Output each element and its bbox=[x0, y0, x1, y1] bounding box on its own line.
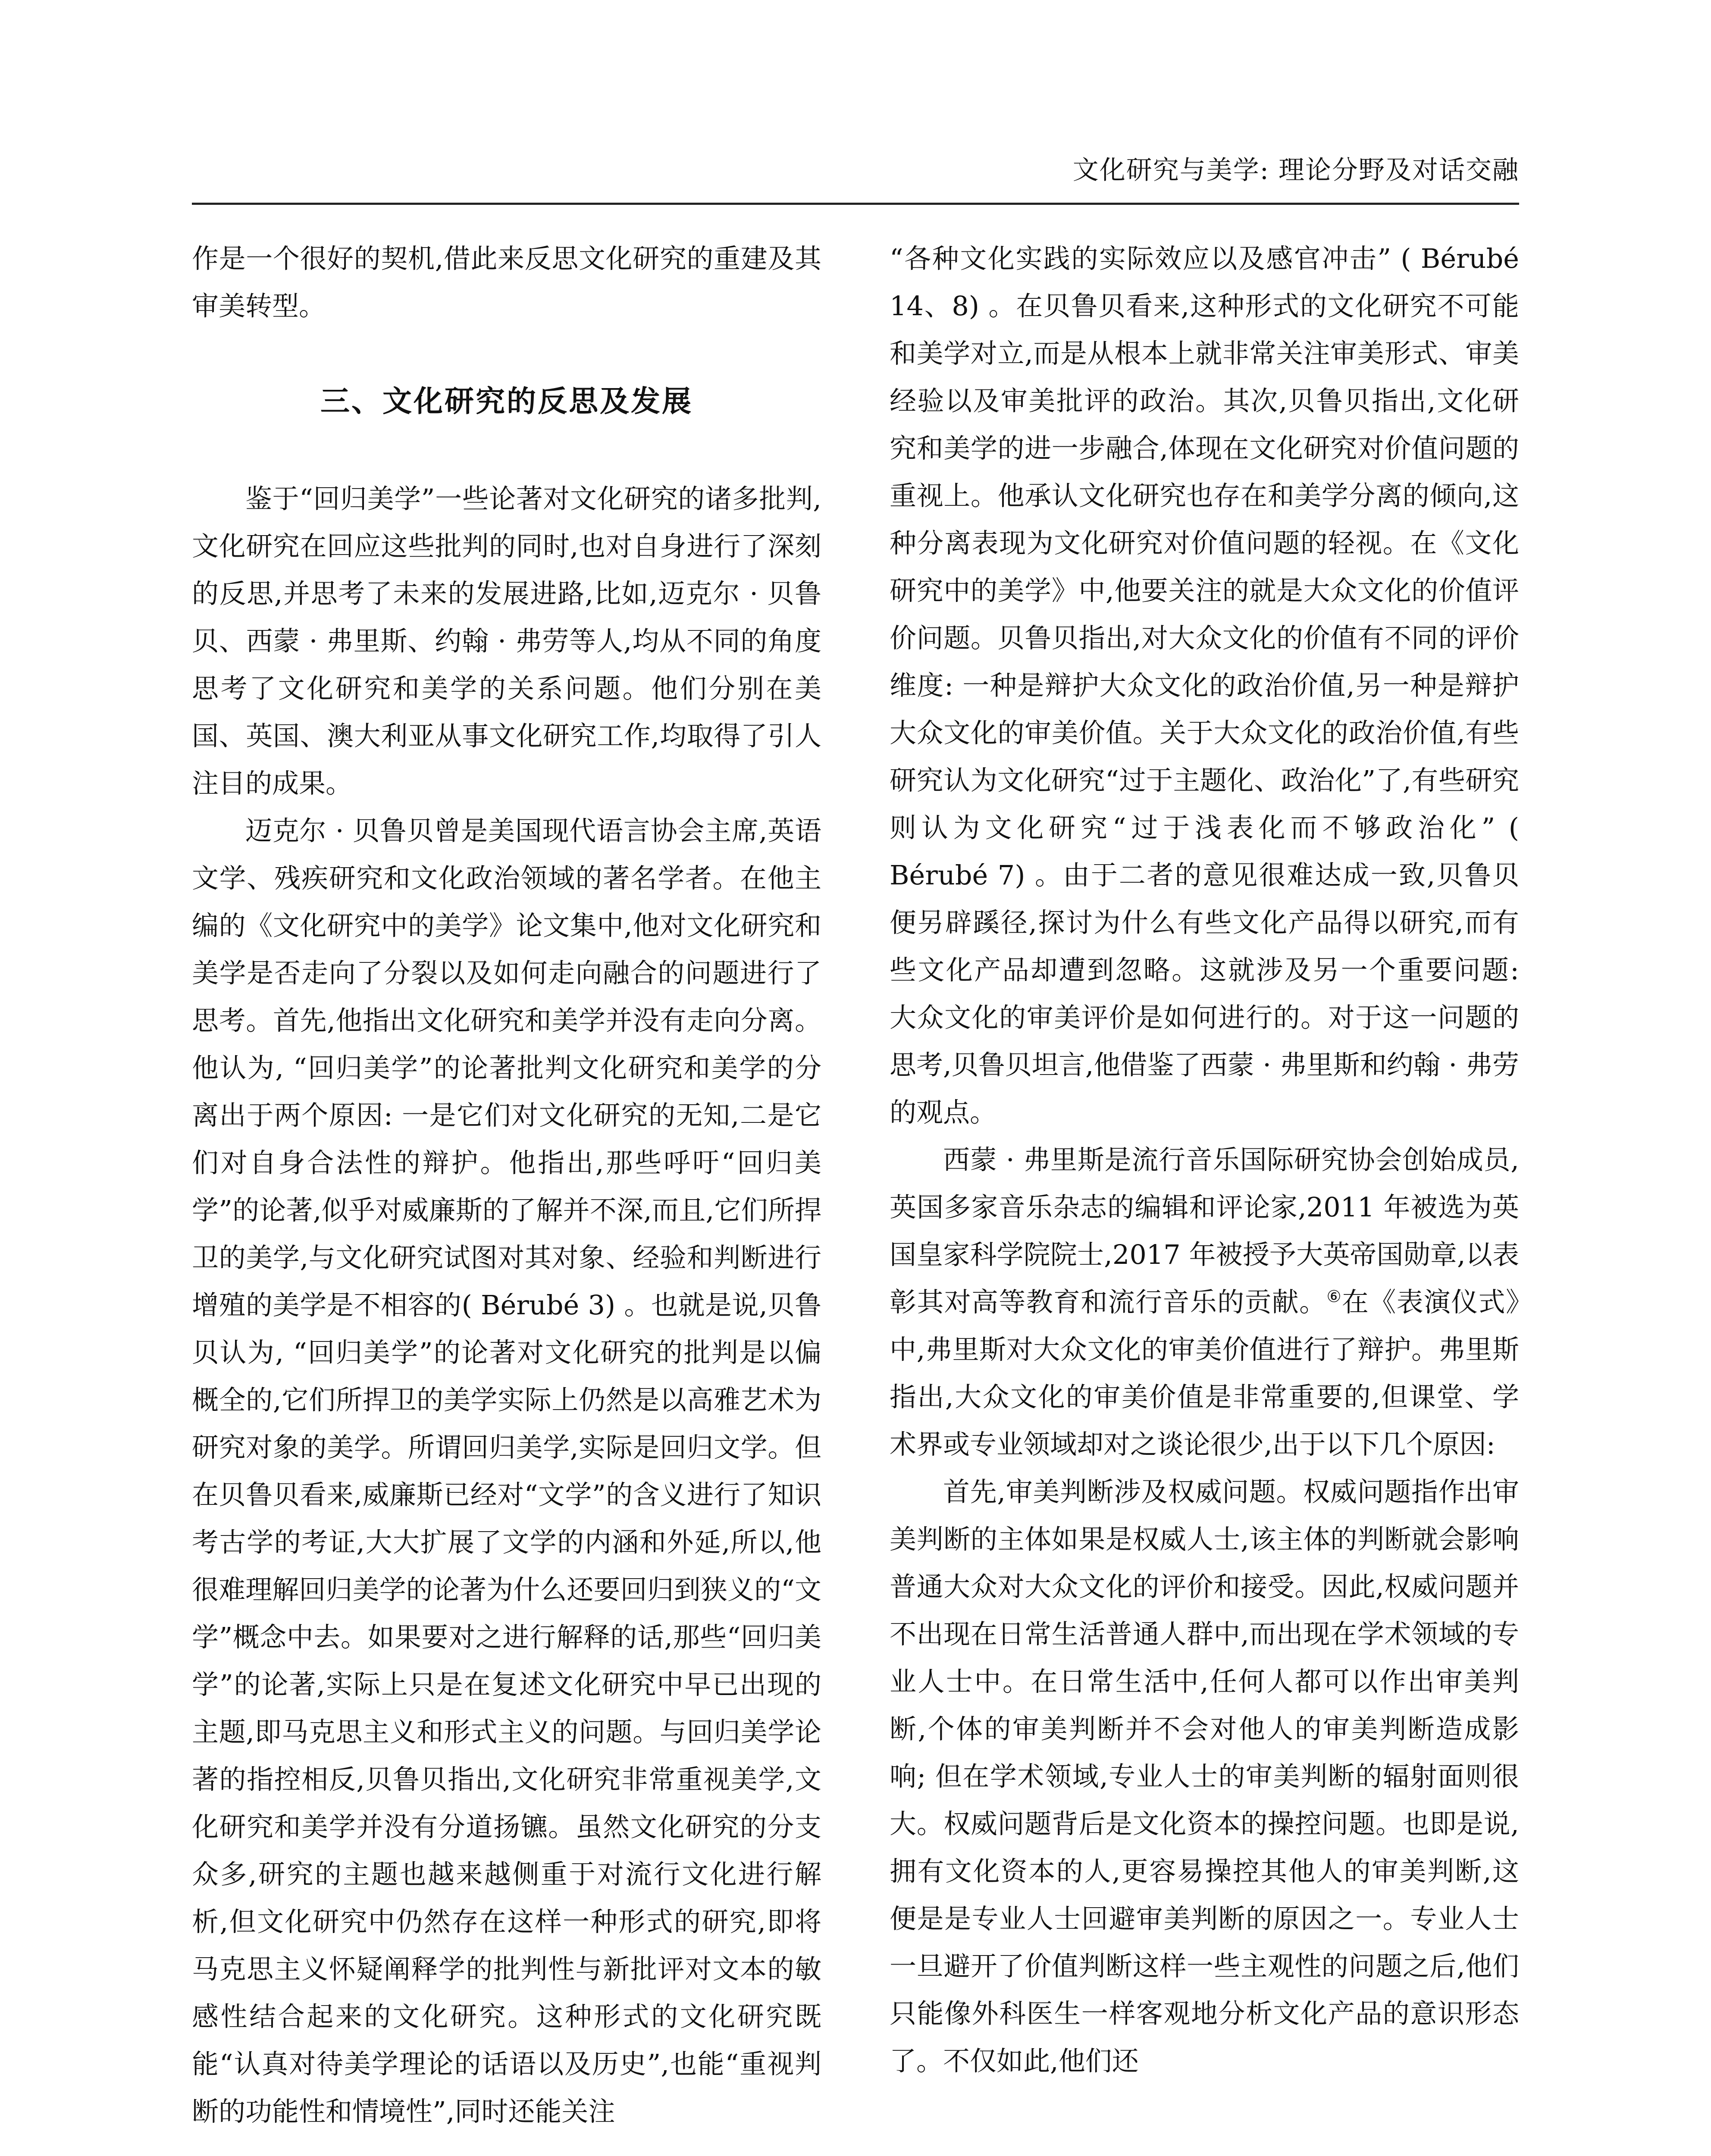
section-heading: 三、文化研究的反思及发展 bbox=[320, 385, 693, 419]
body-paragraph: 迈克尔 · 贝鲁贝曾是美国现代语言协会主席,英语文学、残疾研究和文化政治领域的著名学者。在他主编的《文化研究中的美学》论文集中,他对文化研究和美学是否走向了分裂以及如何走向融合的问题进行了思考。首先,他指出文化研究和美学并没有走向分离。他认为, “回归美学”的论著批判文化研究和美学的分离出于两个原因: 一是它们对文化研究的无知,二是它们对自身合法性的辩护。他指出,那些呼吁“回归美学”的论著,似乎对威廉斯的了解并不深,而且,它们所捍卫的美学,与文化研究试图对其对象、经验和判断进行增殖的美学是不相容的( Bérubé 3) 。也就是说,贝鲁贝认为, “回归美学”的论著对文化研究的批判是以偏概全的,它们所捍卫的美学实际上仍然是以高雅艺术为研究对象的美学。所谓回归美学,实际是回归文学。但在贝鲁贝看来,威廉斯已经对“文学”的含义进行了知识考古学的考证,大大扩展了文学的内涵和外延,所以,他很难理解回归美学的论著为什么还要回归到狭义的“文学”概念中去。如果要对之进行解释的话,那些“回归美学”的论著,实际上只是在复述文化研究中早已出现的主题,即马克思主义和形式主义的问题。与回归美学论著的指控相反,贝鲁贝指出,文化研究非常重视美学,文化研究和美学并没有分道扬镳。虽然文化研究的分支众多,研究的主题也越来越侧重于对流行文化进行解析,但文化研究中仍然存在这样一种形式的研究,即将马克思主义怀疑阐释学的批判性与新批评对文本的敏感性结合起来的文化研究。这种形式的文化研究既能“认真对待美学理论的话语以及历史”,也能“重视判断的功能性和情境性”,同时还能关注 bbox=[192, 815, 821, 2127]
running-header-title: 文化研究与美学: 理论分野及对话交融 bbox=[1072, 155, 1519, 185]
right-continuation-paragraph: “各种文化实践的实际效应以及感官冲击” ( Bérubé 14、8) 。在贝鲁贝看来,这种形式的文化研究不可能和美学对立,而是从根本上就非常关注审美形式、审美经验以及审美批评的政治。其次,贝鲁贝指出,文化研究和美学的进一步融合,体现在文化研究对价值问题的重视上。他承认文化研究也存在和美学分离的倾向,这种分离表现为文化研究对价值问题的轻视。在《文化研究中的美学》中,他要关注的就是大众文化的价值评价问题。贝鲁贝指出,对大众文化的价值有不同的评价维度: 一种是辩护大众文化的政治价值,另一种是辩护大众文化的审美价值。关于大众文化的政治价值,有些研究认为文化研究“过于主题化、政治化”了,有些研究则认为文化研究“过于浅表化而不够政治化” ( Bérubé 7) 。由于二者的意见很难达成一致,贝鲁贝便另辟蹊径,探讨为什么有些文化产品得以研究,而有些文化产品却遭到忽略。这就涉及另一个重要问题: 大众文化的审美评价是如何进行的。对于这一问题的思考,贝鲁贝坦言,他借鉴了西蒙 · 弗里斯和约翰 · 弗劳的观点。 bbox=[890, 243, 1519, 1128]
paragraph-text: 在《表演仪式》中,弗里斯对大众文化的审美价值进行了辩护。弗里斯指出,大众文化的审美价值是非常重要的,但课堂、学术界或专业领域却对之谈论很少,出于以下几个原因: bbox=[890, 1286, 1519, 1460]
body-paragraph: 首先,审美判断涉及权威问题。权威问题指作出审美判断的主体如果是权威人士,该主体的判断就会影响普通大众对大众文化的评价和接受。因此,权威问题并不出现在日常生活普通人群中,而出现在学术领域的专业人士中。在日常生活中,任何人都可以作出审美判断,个体的审美判断并不会对他人的审美判断造成影响; 但在学术领域,专业人士的审美判断的辐射面则很大。权威问题背后是文化资本的操控问题。也即是说,拥有文化资本的人,更容易操控其他人的审美判断,这便是是专业人士回避审美判断的原因之一。专业人士一旦避开了价值判断这样一些主观性的问题之后,他们只能像外科医生一样客观地分析文化产品的意识形态了。不仅如此,他们还 bbox=[890, 1476, 1519, 2077]
body-paragraph bbox=[890, 1136, 1519, 1468]
left-column bbox=[192, 235, 821, 2127]
header-rule bbox=[192, 203, 1519, 205]
right-column bbox=[890, 235, 1519, 2098]
body-paragraph: 鉴于“回归美学”一些论著对文化研究的诸多批判,文化研究在回应这些批判的同时,也对自身进行了深刻的反思,并思考了未来的发展进路,比如,迈克尔 · 贝鲁贝、西蒙 · 弗里斯、约翰 · 弗劳等人,均从不同的角度思考了文化研究和美学的关系问题。他们分别在美国、英国、澳大利亚从事文化研究工作,均取得了引人注目的成果。 bbox=[192, 483, 821, 799]
paragraph-text: 西蒙 · 弗里斯是流行音乐国际研究协会创始成员,英国多家音乐杂志的编辑和评论家,2011 年被选为英国皇家科学院院士,2017 年被授予大英帝国勋章,以表彰其对高等教育和流行音乐的贡献。 bbox=[890, 1144, 1519, 1318]
left-continuation-paragraph: 作是一个很好的契机,借此来反思文化研究的重建及其审美转型。 bbox=[192, 243, 821, 322]
footnote-marker[interactable]: ⑥ bbox=[1326, 1287, 1342, 1306]
